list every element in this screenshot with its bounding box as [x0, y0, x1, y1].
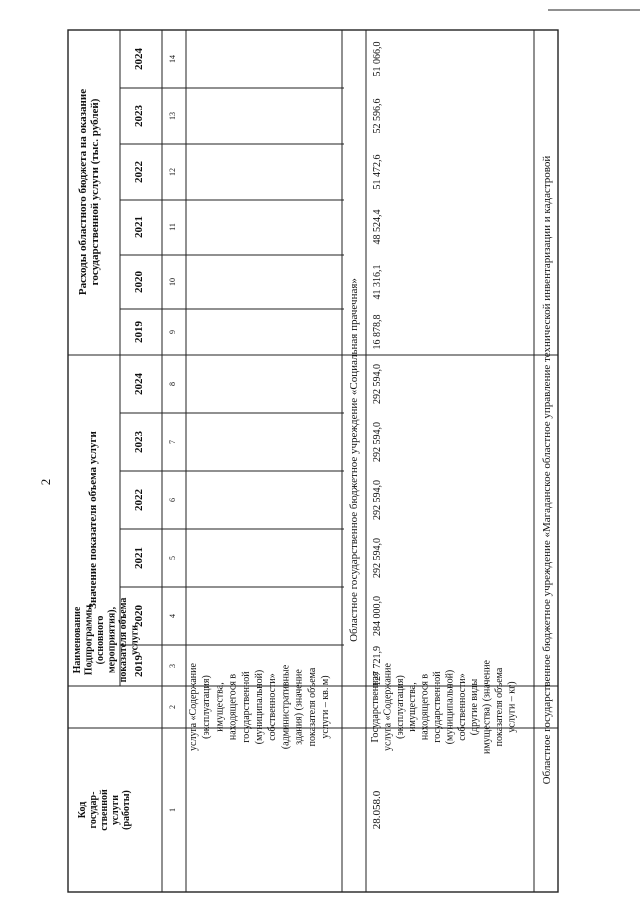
row2-expense-value: 52 596,6 [372, 98, 383, 134]
row1-name-line: услуга «Содержание [188, 663, 199, 751]
row1-name-line: находящегося в [227, 673, 239, 741]
row2-volume-value: 292 594,0 [372, 480, 383, 520]
column-number: 2 [168, 705, 177, 709]
year-header-volume: 2020 [133, 605, 145, 627]
row1-name-line: (эксплуатация) [201, 675, 213, 739]
expense-header-title: государственной услуги (тыс. рублей) [89, 98, 101, 286]
column-number: 1 [168, 808, 177, 812]
table-border [68, 30, 558, 892]
name-header-line: (основного [95, 615, 106, 665]
row2-volume-value: 284 000,0 [372, 596, 383, 636]
row1-name-line: показателя объема [306, 667, 318, 747]
code-header-line: государ- [88, 791, 99, 829]
row2-name-line: (эксплуатация) [394, 675, 406, 739]
column-number: 8 [168, 382, 177, 386]
column-number: 10 [168, 278, 177, 286]
column-number: 14 [168, 55, 177, 63]
row1-name-line: услуги – кв. м) [320, 675, 331, 739]
year-header-expense: 2023 [133, 105, 145, 127]
name-header-line: показателя объема [118, 597, 129, 683]
row2-name-line: имущества, [407, 682, 419, 732]
name-header-line: мероприятия), [106, 606, 118, 674]
row2-name-line: услуги – кг) [506, 681, 518, 733]
row2-name-line: государственной [432, 671, 443, 743]
code-header-line: услуги [110, 794, 121, 826]
row2-name-line: (муниципальной) [444, 669, 456, 745]
year-header-expense: 2019 [133, 321, 145, 343]
code-header-line: ственной [99, 789, 110, 831]
year-header-expense: 2024 [133, 48, 145, 70]
column-number: 4 [168, 614, 177, 618]
row1-name-line: собственности» [267, 673, 279, 741]
row2-expense-value: 51 066,0 [372, 41, 383, 77]
row2-volume-value: 292 594,0 [372, 364, 383, 404]
row2-expense-value: 16 878,8 [372, 314, 383, 350]
expense-header-title: Расходы областного бюджета на оказание [77, 88, 89, 296]
row2-expense-value: 41 316,1 [372, 264, 383, 300]
name-header-line: Наименование [72, 606, 83, 674]
column-number: 7 [168, 440, 177, 444]
row1-name-line: здания) (значение [293, 669, 305, 745]
column-number: 5 [168, 556, 177, 560]
row2-name-line: имущества) (значение [481, 659, 493, 755]
column-number: 9 [168, 330, 177, 334]
row1-name-line: (административные [280, 664, 292, 750]
code-header-line: (работы) [121, 790, 132, 830]
code-header-line: Код [77, 801, 88, 819]
year-header-volume: 2021 [133, 547, 145, 569]
column-number: 11 [168, 223, 177, 231]
row2-name-line: показателя объема [494, 667, 505, 747]
row2-volume-value: 127 721,9 [372, 646, 383, 686]
row2-name-line: (другие виды [469, 678, 481, 736]
section-title-1: Областное государственное бюджетное учреждение «Социальная прачечная» [348, 278, 360, 642]
row2-name-line: Государственная [370, 671, 381, 743]
year-header-volume: 2022 [133, 489, 145, 511]
year-header-volume: 2023 [133, 431, 145, 453]
row2-expense-value: 51 472,6 [372, 154, 383, 190]
row2-code: 28.058.0 [371, 790, 383, 830]
column-number: 12 [168, 168, 177, 176]
data-table [68, 30, 558, 892]
column-number: 13 [168, 112, 177, 120]
name-header-line: Подпрограммы [83, 604, 95, 676]
column-number: 6 [168, 498, 177, 502]
section-title-2: Областное государственное бюджетное учреждение «Магаданское областное управление технической инвентаризации и кадастровой [541, 155, 553, 785]
year-header-expense: 2021 [133, 216, 145, 238]
year-header-expense: 2020 [133, 271, 145, 293]
row2-name-line: находящегося в [419, 673, 431, 741]
year-header-volume: 2019 [133, 655, 145, 677]
row2-expense-value: 48 524,4 [372, 209, 383, 245]
row1-name-line: государственной [240, 671, 252, 743]
volume-header-title: Значение показателя объема услуги [87, 431, 99, 609]
column-number: 3 [168, 664, 177, 668]
row1-name-line: имущества, [214, 682, 226, 732]
row1-name-line: (муниципальной) [254, 669, 265, 745]
page-number: 2 [38, 478, 53, 486]
name-header-line: услуги [129, 624, 141, 656]
row2-volume-value: 292 594,0 [372, 538, 383, 578]
row2-name-line: собственности» [456, 673, 468, 741]
row2-volume-value: 292 594,0 [372, 422, 383, 462]
year-header-expense: 2022 [133, 161, 145, 183]
row2-name-line: услуга «Содержание [382, 663, 394, 751]
year-header-volume: 2024 [133, 373, 145, 395]
